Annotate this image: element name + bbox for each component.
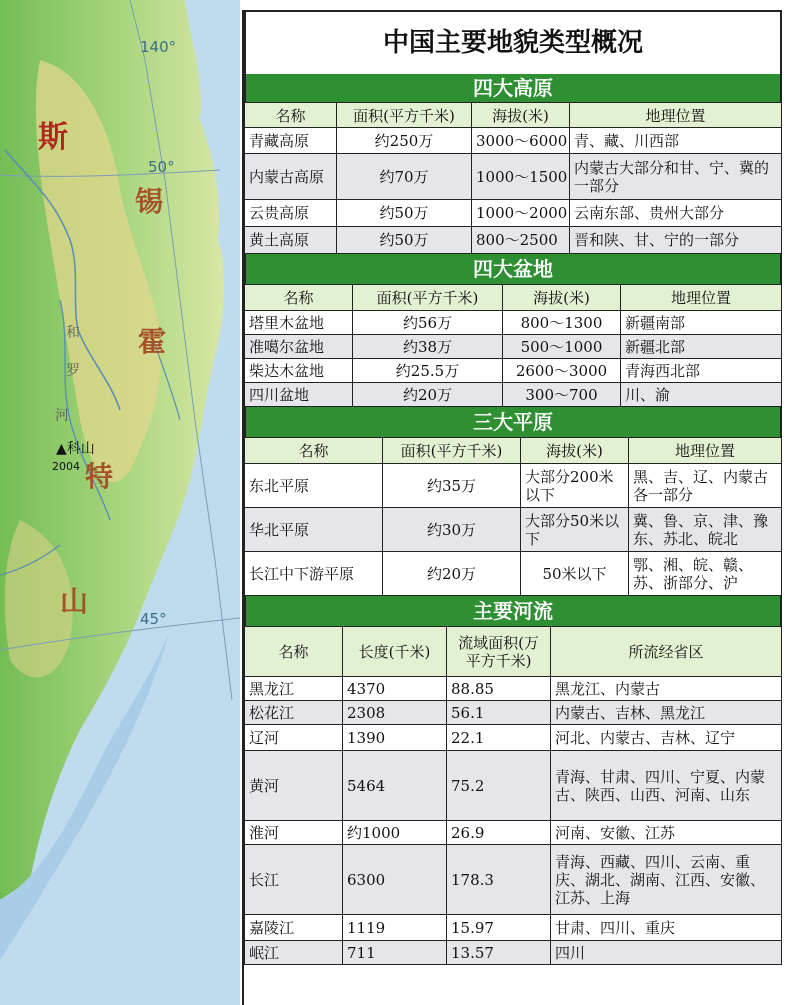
peak-elevation: 2004 [52,460,80,473]
cell-name: 黄土高原 [245,227,337,254]
cell-area: 约250万 [337,128,472,154]
cell-length: 1119 [343,915,447,941]
cell-elevation: 2600～3000 [503,359,621,383]
section-heading-plains: 三大平原 [244,407,782,437]
cell-elevation: 800～2500 [472,227,570,254]
cell-provinces: 青海、甘肃、四川、宁夏、内蒙古、陕西、山西、河南、山东 [551,751,782,821]
cell-basin-area: 75.2 [447,751,551,821]
cell-provinces: 河北、内蒙古、吉林、辽宁 [551,725,782,751]
cell-length: 5464 [343,751,447,821]
cell-length: 1390 [343,725,447,751]
cell-elevation: 300～700 [503,383,621,407]
cell-name: 黄河 [245,751,343,821]
table-row [245,751,782,821]
column-header: 所流经省区 [551,627,782,677]
section-heading-basins: 四大盆地 [244,254,782,284]
peak-marker: ▲科山 [56,441,95,457]
map-label-luo: 罗 [66,363,80,379]
map-label-he: 和 [66,325,80,341]
cell-name: 岷江 [245,941,343,965]
table-row [245,677,782,701]
table-row [245,359,782,383]
cell-provinces: 黑龙江、内蒙古 [551,677,782,701]
table-header-row [245,627,782,677]
cell-elevation: 800～1300 [503,311,621,335]
cell-name: 柴达木盆地 [245,359,353,383]
cell-basin-area: 22.1 [447,725,551,751]
landform-overview-panel [242,10,782,1005]
table-row [245,552,782,596]
cell-name: 华北平原 [245,508,383,552]
section-heading-rivers: 主要河流 [244,596,782,626]
cell-area: 约38万 [353,335,503,359]
cell-name: 长江中下游平原 [245,552,383,596]
cell-location: 青、藏、川西部 [570,128,782,154]
table-row [245,128,782,154]
cell-elevation: 500～1000 [503,335,621,359]
cell-location: 青海西北部 [621,359,782,383]
cell-name: 内蒙古高原 [245,154,337,200]
cell-name: 长江 [245,845,343,915]
table-row [245,335,782,359]
cell-location: 晋和陕、甘、宁的一部分 [570,227,782,254]
column-header: 面积(平方千米) [383,438,521,464]
cell-name: 东北平原 [245,464,383,508]
cell-location: 冀、鲁、京、津、豫东、苏北、皖北 [629,508,782,552]
map-label-shan: 山 [60,585,89,618]
cell-location: 川、渝 [621,383,782,407]
cell-provinces: 四川 [551,941,782,965]
cell-location: 黑、吉、辽、内蒙古各一部分 [629,464,782,508]
cell-name: 云贵高原 [245,200,337,227]
map-label-xi: 锡 [135,185,164,218]
cell-length: 711 [343,941,447,965]
table-row [245,200,782,227]
map-label-si: 斯 [38,120,68,155]
column-header: 海拔(米) [521,438,629,464]
cell-basin-area: 56.1 [447,701,551,725]
cell-elevation: 50米以下 [521,552,629,596]
cell-length: 6300 [343,845,447,915]
table-header-row [245,285,782,311]
cell-name: 塔里木盆地 [245,311,353,335]
cell-length: 2308 [343,701,447,725]
column-header: 地理位置 [621,285,782,311]
cell-location: 云南东部、贵州大部分 [570,200,782,227]
column-header: 长度(千米) [343,627,447,677]
cell-provinces: 内蒙古、吉林、黑龙江 [551,701,782,725]
cell-name: 准噶尔盆地 [245,335,353,359]
cell-area: 约20万 [353,383,503,407]
table-row [245,701,782,725]
column-header: 名称 [245,285,353,311]
cell-location: 新疆南部 [621,311,782,335]
table-row [245,915,782,941]
longitude-label: 140° [140,38,177,56]
cell-length: 约1000 [343,821,447,845]
map-label-river: 河 [55,408,69,424]
cell-basin-area: 88.85 [447,677,551,701]
table-row [245,464,782,508]
basins-table [244,284,782,407]
cell-provinces: 青海、西藏、四川、云南、重庆、湖北、湖南、江西、安徽、江苏、上海 [551,845,782,915]
table-row [245,845,782,915]
table-row [245,725,782,751]
column-header: 流域面积(万平方千米) [447,627,551,677]
cell-length: 4370 [343,677,447,701]
cell-provinces: 河南、安徽、江苏 [551,821,782,845]
table-row [245,508,782,552]
cell-elevation: 1000～1500 [472,154,570,200]
cell-name: 淮河 [245,821,343,845]
cell-basin-area: 26.9 [447,821,551,845]
column-header: 海拔(米) [503,285,621,311]
column-header: 名称 [245,627,343,677]
map-label-huo: 霍 [138,325,167,358]
cell-area: 约25.5万 [353,359,503,383]
cell-provinces: 甘肃、四川、重庆 [551,915,782,941]
cell-name: 青藏高原 [245,128,337,154]
table-row [245,821,782,845]
cell-location: 新疆北部 [621,335,782,359]
cell-area: 约30万 [383,508,521,552]
column-header: 地理位置 [570,103,782,128]
cell-elevation: 3000～6000 [472,128,570,154]
cell-name: 嘉陵江 [245,915,343,941]
cell-name: 松花江 [245,701,343,725]
table-row [245,154,782,200]
terrain-map-graphic [0,0,240,1005]
cell-name: 四川盆地 [245,383,353,407]
cell-elevation: 1000～2000 [472,200,570,227]
cell-elevation: 大部分200米以下 [521,464,629,508]
table-row [245,941,782,965]
page-title: 中国主要地貌类型概况 [244,10,782,74]
cell-name: 黑龙江 [245,677,343,701]
cell-elevation: 大部分50米以下 [521,508,629,552]
table-header-row [245,103,782,128]
cell-location: 鄂、湘、皖、赣、苏、浙部分、沪 [629,552,782,596]
cell-area: 约20万 [383,552,521,596]
section-heading-plateaus: 四大高原 [244,74,782,102]
column-header: 地理位置 [629,438,782,464]
cell-area: 约70万 [337,154,472,200]
cell-basin-area: 15.97 [447,915,551,941]
cell-basin-area: 178.3 [447,845,551,915]
table-row [245,311,782,335]
map-label-te: 特 [85,460,114,493]
column-header: 面积(平方千米) [337,103,472,128]
cell-area: 约56万 [353,311,503,335]
rivers-table [244,626,782,965]
column-header: 海拔(米) [472,103,570,128]
plateaus-table [244,102,782,254]
column-header: 名称 [245,103,337,128]
latitude-label: 45° [140,610,167,628]
column-header: 面积(平方千米) [353,285,503,311]
table-header-row [245,438,782,464]
cell-basin-area: 13.57 [447,941,551,965]
plains-table [244,437,782,596]
cell-area: 约50万 [337,200,472,227]
column-header: 名称 [245,438,383,464]
cell-location: 内蒙古大部分和甘、宁、冀的一部分 [570,154,782,200]
cell-name: 辽河 [245,725,343,751]
cell-area: 约50万 [337,227,472,254]
table-row [245,227,782,254]
table-row [245,383,782,407]
latitude-label: 50° [148,158,175,176]
cell-area: 约35万 [383,464,521,508]
terrain-map [0,0,240,1005]
